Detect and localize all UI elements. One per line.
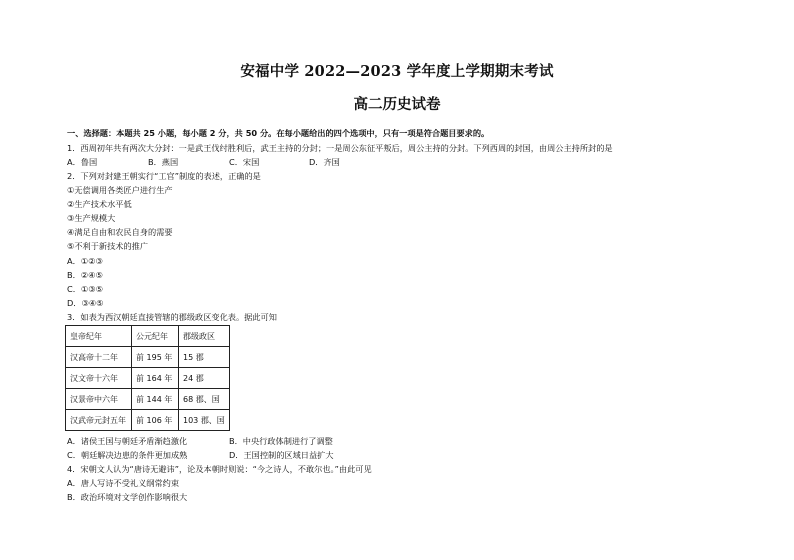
- table-cell: 68 郡、国: [179, 389, 230, 410]
- question-1-option-a: A．鲁国: [67, 157, 98, 167]
- question-2-option-a: A．①②③: [67, 256, 103, 266]
- table-row: [66, 347, 230, 368]
- question-2-stem: 2．下列对封建王朝实行“工官”制度的表述，正确的是: [67, 171, 261, 181]
- question-2-item-5: ⑤不利于新技术的推广: [67, 241, 149, 251]
- exam-subject-title: 高二历史试卷: [353, 96, 441, 113]
- table-cell: 前 144 年: [132, 389, 179, 410]
- question-3-option-c: C．朝廷解决边患的条件更加成熟: [67, 450, 188, 460]
- table-row: [66, 389, 230, 410]
- question-1-option-d: D．齐国: [309, 157, 340, 167]
- table-cell: 15 郡: [179, 347, 230, 368]
- question-2-option-d: D．③④⑤: [67, 298, 104, 308]
- question-3-option-d: D．王国控制的区域日益扩大: [229, 450, 334, 460]
- question-1-option-c: C．宋国: [229, 157, 260, 167]
- question-1-stem: 1．西周初年共有两次大分封：一是武王伐纣胜利后，武王主持的分封；一是周公东征平叛后，周公主持的分封。下列西周的封国，由周公主持所封的是: [67, 143, 613, 153]
- question-2-item-4: ④满足自由和农民自身的需要: [67, 227, 173, 237]
- question-3-option-b: B．中央行政体制进行了调整: [229, 436, 333, 446]
- table-cell: 24 郡: [179, 368, 230, 389]
- table-header-cell: 皇帝纪年: [66, 326, 132, 347]
- table-header-cell: 郡级政区: [179, 326, 230, 347]
- question-2-item-1: ①无偿调用各类匠户进行生产: [67, 185, 173, 195]
- table-cell: 汉高帝十二年: [66, 347, 132, 368]
- table-row: [66, 410, 230, 431]
- table-cell: 前 195 年: [132, 347, 179, 368]
- table-cell: 汉文帝十六年: [66, 368, 132, 389]
- question-2-option-c: C．①③⑤: [67, 284, 103, 294]
- question-4-stem: 4．宋朝文人认为“唐诗无避讳”，论及本朝时则说：“今之诗人，不敢尔也。”由此可见: [67, 464, 372, 474]
- question-1-option-b: B．燕国: [148, 157, 179, 167]
- question-2-item-2: ②生产技术水平低: [67, 199, 132, 209]
- question-2-option-b: B．②④⑤: [67, 270, 103, 280]
- table-header-row: [66, 326, 230, 347]
- table-header-cell: 公元纪年: [132, 326, 179, 347]
- table-cell: 汉景帝中六年: [66, 389, 132, 410]
- exam-school-title: 安福中学 2022—2023 学年度上学期期末考试: [240, 63, 554, 80]
- question-4-option-a: A．唐人写诗不受礼义纲常约束: [67, 478, 180, 488]
- section-instructions: 一、选择题：本题共 25 小题，每小题 2 分，共 50 分。在每小题给出的四个选项中，只有一项是符合题目要求的。: [67, 128, 490, 138]
- table-cell: 汉武帝元封五年: [66, 410, 132, 431]
- table-cell: 前 106 年: [132, 410, 179, 431]
- question-3-table: [65, 325, 230, 431]
- table-cell: 前 164 年: [132, 368, 179, 389]
- table-cell: 103 郡、国: [179, 410, 230, 431]
- question-4-option-b: B．政治环境对文学创作影响很大: [67, 492, 188, 502]
- question-3-option-a: A．诸侯王国与朝廷矛盾渐趋激化: [67, 436, 188, 446]
- question-3-stem: 3．如表为西汉朝廷直接管辖的郡级政区变化表。据此可知: [67, 312, 277, 322]
- table-row: [66, 368, 230, 389]
- question-2-item-3: ③生产规模大: [67, 213, 116, 223]
